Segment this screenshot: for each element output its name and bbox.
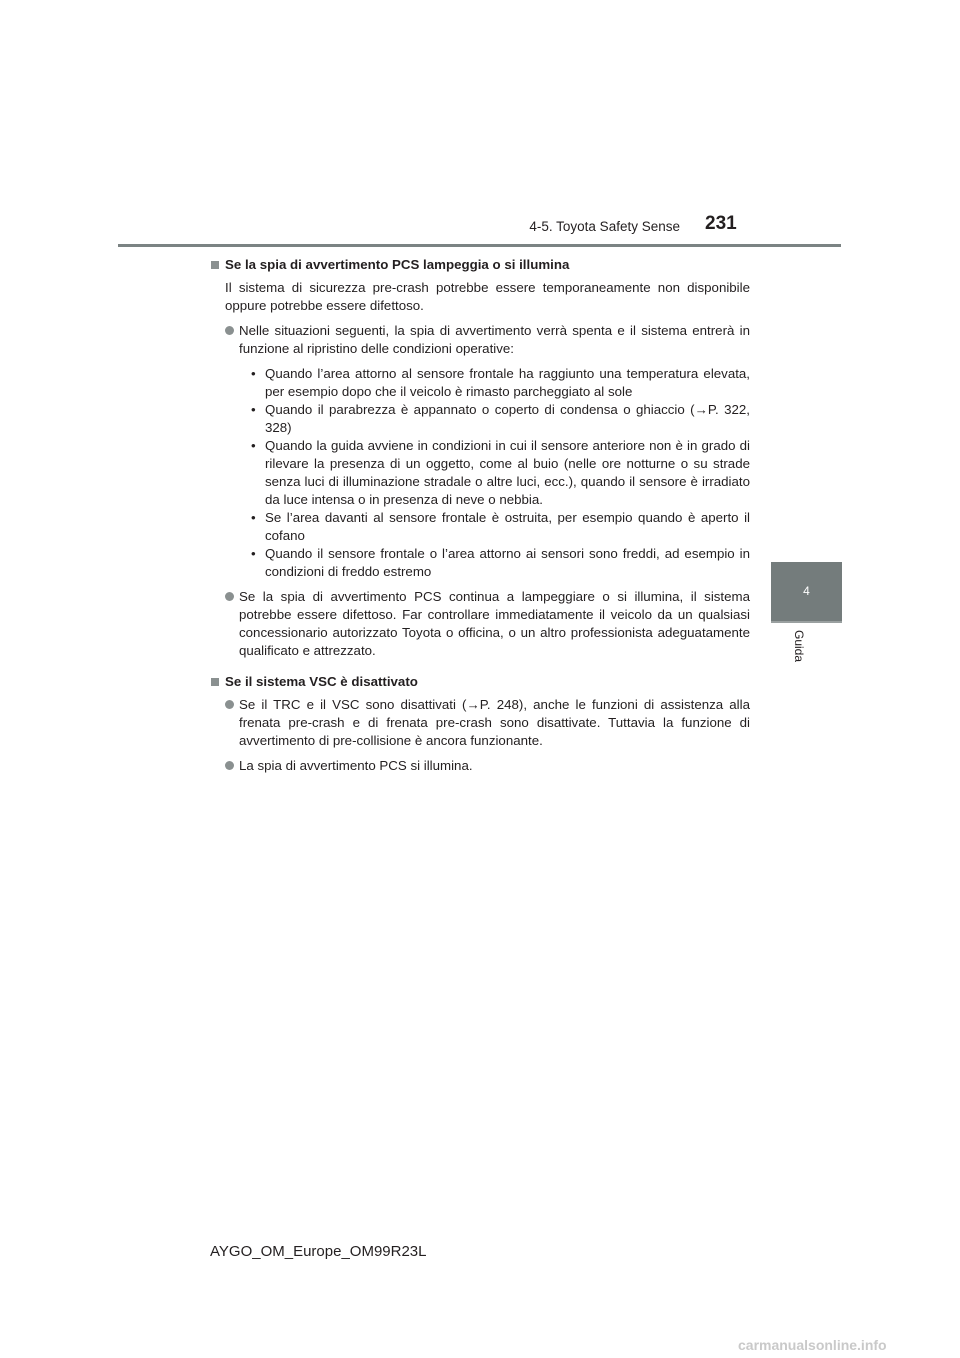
manual-code-footer: AYGO_OM_Europe_OM99R23L xyxy=(210,1243,427,1260)
bullet-item: Nelle situazioni seguenti, la spia di avvertimento verrà spenta e il sistema entrerà in funzione al ripristino delle condizioni operative: xyxy=(239,322,750,358)
condition-list xyxy=(239,365,750,581)
running-header-section: 4-5. Toyota Safety Sense xyxy=(529,219,680,234)
round-bullet-icon xyxy=(225,761,234,770)
square-bullet-icon xyxy=(211,678,219,686)
round-bullet-icon xyxy=(225,326,234,335)
watermark: carmanualsonline.info xyxy=(738,1337,887,1353)
section-heading-pcs-warning: Se la spia di avvertimento PCS lampeggia o si illumina xyxy=(210,256,750,274)
header-rule xyxy=(118,244,841,247)
chapter-tab: 4 xyxy=(771,562,842,621)
condition-item: • Quando il sensore frontale o l’area attorno ai sensori sono freddi, ad esempio in condizioni di freddo estremo xyxy=(251,546,750,579)
chapter-tab-label: Guida xyxy=(792,630,806,663)
condition-item: • Quando l’area attorno al sensore frontale ha raggiunto una temperatura elevata, per esempio dopo che il veicolo è rimasto parcheggiato al sole xyxy=(251,366,750,399)
condition-item: • Quando la guida avviene in condizioni in cui il sensore anteriore non è in grado di rilevare la presenza di un oggetto, come al buio (nelle ore notturne o su strade senza luci di illuminazione stradale o altre luci, ecc.), quando il sensore è irradiato da luce intensa o in presenza di neve o nebbia. xyxy=(251,438,750,507)
chapter-tab-divider xyxy=(771,621,842,623)
condition-item: • Se l’area davanti al sensore frontale è ostruita, per esempio quando è aperto il cofano xyxy=(251,510,750,543)
condition-item: • Quando il parabrezza è appannato o coperto di condensa o ghiaccio (→P. 322, 328) xyxy=(251,402,750,435)
section-heading-vsc-off: Se il sistema VSC è disattivato xyxy=(210,673,750,691)
bullet-item: Se il TRC e il VSC sono disattivati (→P. 248), anche le funzioni di assistenza alla frenata pre-crash e di frenata pre-crash sono disattivate. Tuttavia la funzione di avvertimento di pre-collisione è ancora funzionante. xyxy=(239,696,750,750)
section-intro: Il sistema di sicurezza pre-crash potrebbe essere temporaneamente non disponibile oppure potrebbe essere difettoso. xyxy=(225,280,750,313)
round-bullet-icon xyxy=(225,700,234,709)
round-bullet-icon xyxy=(225,592,234,601)
page-content xyxy=(210,256,750,782)
page-number: 231 xyxy=(705,213,737,234)
bullet-item: La spia di avvertimento PCS si illumina. xyxy=(239,757,750,775)
square-bullet-icon xyxy=(211,261,219,269)
bullet-item: Se la spia di avvertimento PCS continua a lampeggiare o si illumina, il sistema potrebbe essere difettoso. Far controllare immediatamente il veicolo da un qualsiasi concessionario autorizzato Toyota o officina, o un altro professionista adeguatamente qualificato e attrezzato. xyxy=(239,588,750,660)
